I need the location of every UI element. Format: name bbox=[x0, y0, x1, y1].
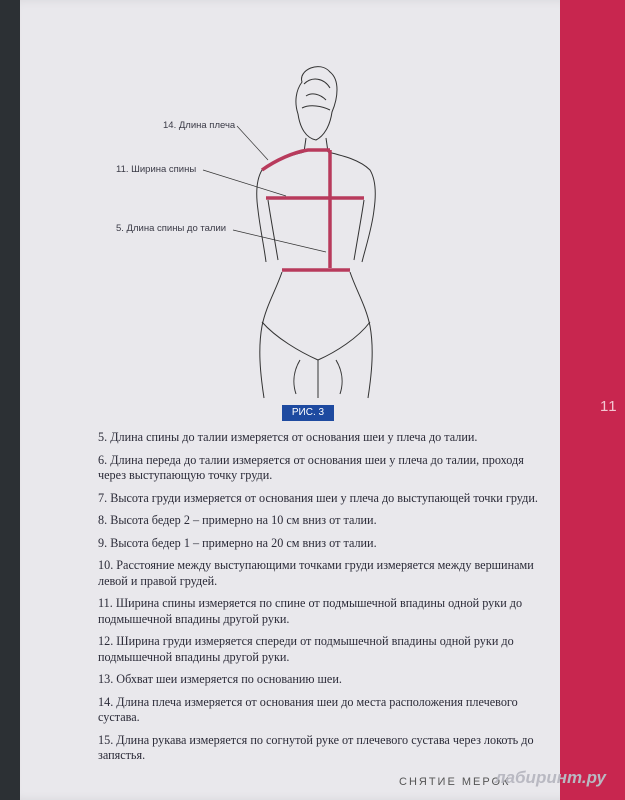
running-footer: СНЯТИЕ МЕРОК bbox=[399, 776, 511, 788]
list-item: 14. Длина плеча измеряется от основания шеи до места расположения плечевого сустава. bbox=[98, 694, 518, 724]
list-item: 13. Обхват шеи измеряется по основанию шеи. bbox=[98, 672, 342, 686]
list-item: 10. Расстояние между выступающими точками груди измеряется между вершинами левой и правой грудей. bbox=[98, 558, 534, 588]
page-number: 11 bbox=[600, 398, 618, 415]
watermark: лабиринт.ру bbox=[495, 768, 606, 787]
list-item: 7. Высота груди измеряется от основания шеи у плеча до выступающей точки груди. bbox=[98, 490, 538, 505]
list-item: 5. Длина спины до талии измеряется от основания шеи у плеча до талии. bbox=[98, 430, 478, 444]
measuring-tape-lines bbox=[262, 150, 364, 270]
list-item: 15. Длина рукава измеряется по согнутой руке от плечевого сустава через локоть до запястья. bbox=[98, 732, 534, 762]
label-back-length: 5. Длина спины до талии bbox=[116, 223, 227, 234]
list-item: 8. Высота бедер 2 – примерно на 10 см вниз от талии. bbox=[98, 513, 377, 527]
measurement-list bbox=[98, 430, 553, 771]
label-back-width: 11. Ширина спины bbox=[116, 164, 197, 175]
figure-caption: РИС. 3 bbox=[282, 405, 334, 421]
list-item: 9. Высота бедер 1 – примерно на 20 см вниз от талии. bbox=[98, 535, 377, 550]
list-item: 11. Ширина спины измеряется по спине от подмышечной впадины одной руки до подмышечной впадины другой руки. bbox=[98, 596, 523, 626]
label-shoulder-length: 14. Длина плеча bbox=[163, 120, 236, 131]
list-item: 6. Длина переда до талии измеряется от основания шеи у плеча до талии, проходя через выступающую точку груди. bbox=[98, 452, 524, 482]
list-item: 12. Ширина груди измеряется спереди от подмышечной впадины одной руки до подмышечной впадины другой руки. bbox=[98, 634, 514, 664]
